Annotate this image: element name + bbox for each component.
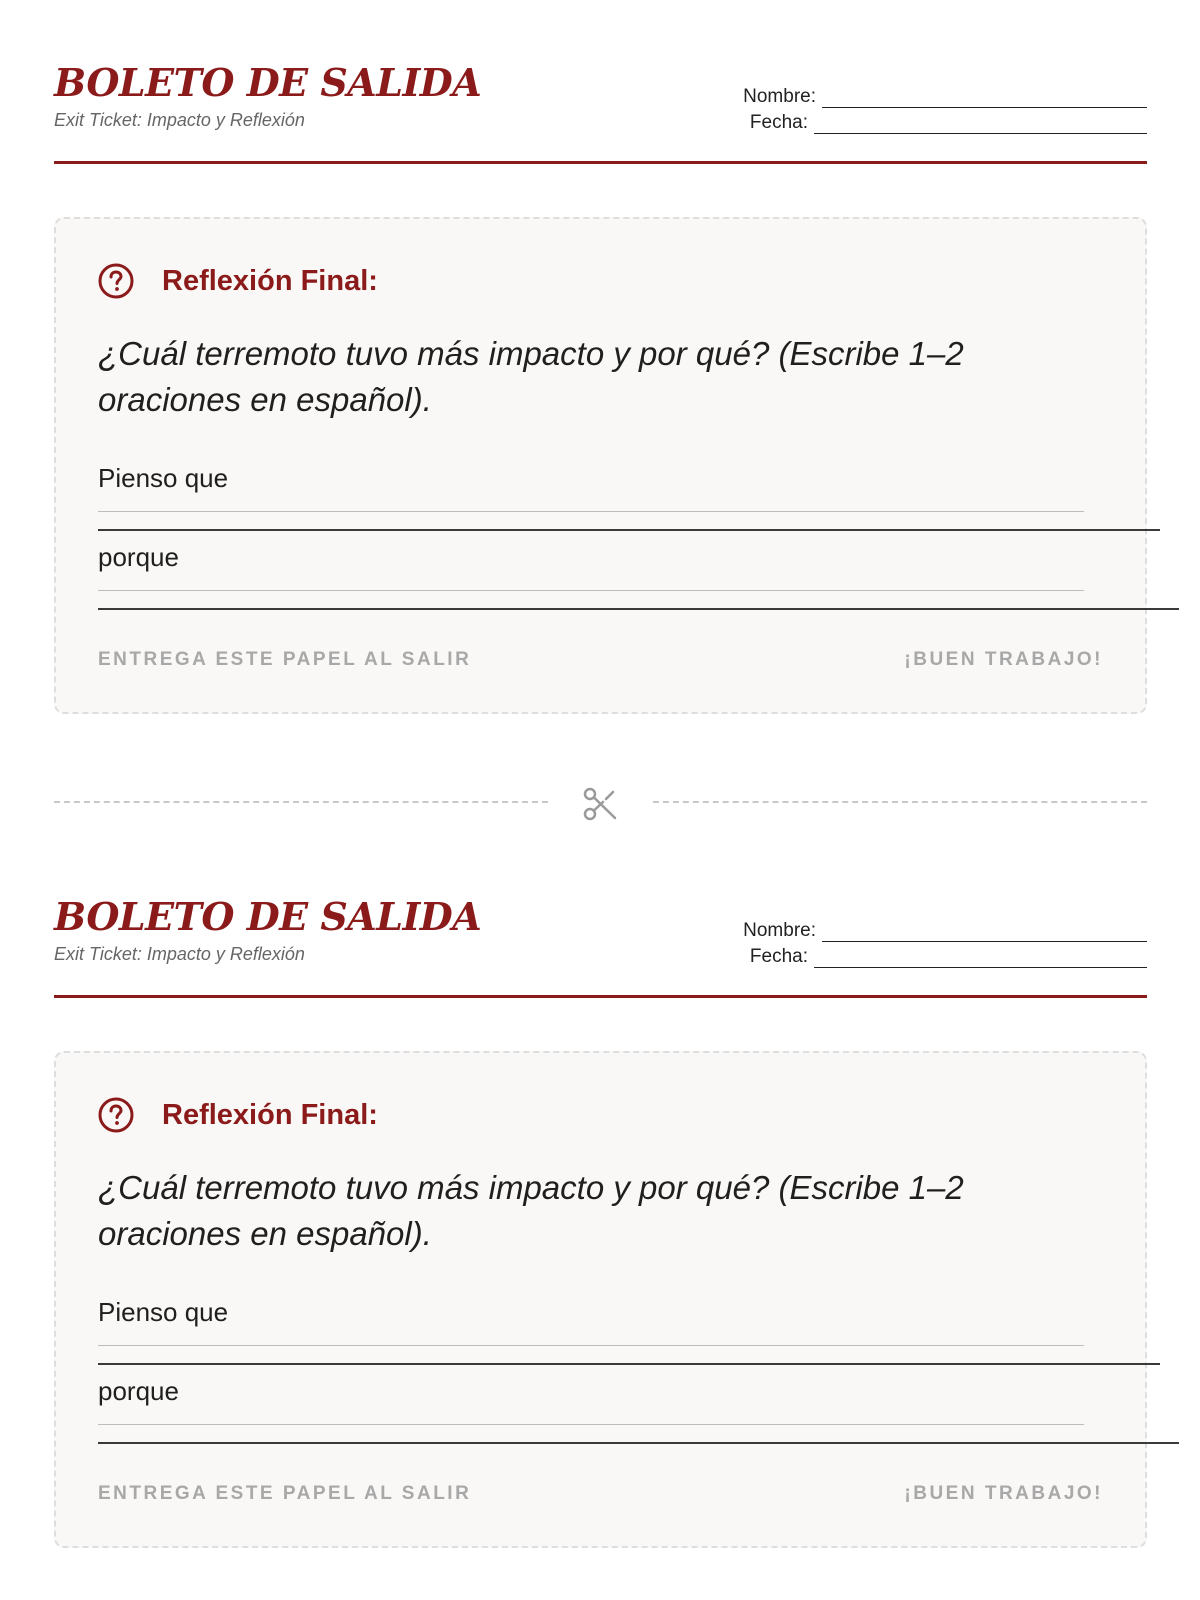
fecha-label: Fecha: — [749, 946, 808, 967]
card-heading — [98, 263, 378, 299]
card-title: Reflexión Final: — [162, 1098, 378, 1131]
answer-line[interactable] — [98, 1345, 1084, 1346]
ticket-subtitle: Exit Ticket: Impacto y Reflexión — [54, 110, 305, 130]
footer-instruction: ENTREGA ESTE PAPEL AL SALIR — [98, 1483, 472, 1504]
fecha-blank[interactable] — [814, 949, 1147, 968]
ticket-title: BOLETO DE SALIDA — [54, 60, 482, 105]
fecha-field — [737, 942, 1147, 968]
underscore-line — [98, 608, 1179, 610]
question-circle-icon — [98, 1097, 134, 1133]
footer-encouragement: ¡BUEN TRABAJO! — [904, 649, 1103, 670]
footer-encouragement: ¡BUEN TRABAJO! — [904, 1483, 1103, 1504]
ticket-header — [54, 888, 1147, 998]
cut-line — [54, 782, 1147, 822]
ticket-subtitle: Exit Ticket: Impacto y Reflexión — [54, 944, 305, 964]
reflection-card — [54, 217, 1147, 714]
fecha-blank[interactable] — [814, 115, 1147, 134]
prompt-porque: porque — [98, 1376, 179, 1406]
cut-dashes-left — [54, 801, 548, 803]
nombre-field — [737, 916, 1147, 942]
exit-ticket-top — [54, 54, 1147, 670]
student-fields — [737, 82, 1147, 134]
underscore-line — [98, 1442, 1179, 1444]
ticket-header — [54, 54, 1147, 164]
answer-line[interactable] — [98, 511, 1084, 512]
prompt-pienso-que: Pienso que — [98, 463, 229, 493]
fecha-field — [737, 108, 1147, 134]
question-circle-icon — [98, 263, 134, 299]
fecha-label: Fecha: — [749, 112, 808, 133]
exit-ticket-bottom — [54, 888, 1147, 1504]
cut-dashes-right — [653, 801, 1147, 803]
nombre-blank[interactable] — [822, 923, 1147, 942]
answer-line[interactable] — [98, 590, 1084, 591]
nombre-label: Nombre: — [743, 86, 816, 107]
underscore-line — [98, 529, 1160, 531]
ticket-title: BOLETO DE SALIDA — [54, 894, 482, 939]
underscore-line — [98, 1363, 1160, 1365]
nombre-label: Nombre: — [743, 920, 816, 941]
question-text: ¿Cuál terremoto tuvo más impacto y por qué? (Escribe 1–2 oraciones en español). — [98, 335, 964, 418]
nombre-blank[interactable] — [822, 89, 1147, 108]
student-fields — [737, 916, 1147, 968]
prompt-porque: porque — [98, 542, 179, 572]
reflection-card — [54, 1051, 1147, 1548]
answer-line[interactable] — [98, 1424, 1084, 1425]
question-text: ¿Cuál terremoto tuvo más impacto y por qué? (Escribe 1–2 oraciones en español). — [98, 1169, 964, 1252]
prompt-pienso-que: Pienso que — [98, 1297, 229, 1327]
card-heading — [98, 1097, 378, 1133]
scissors-icon — [582, 786, 618, 822]
nombre-field — [737, 82, 1147, 108]
footer-instruction: ENTREGA ESTE PAPEL AL SALIR — [98, 649, 472, 670]
card-title: Reflexión Final: — [162, 264, 378, 297]
